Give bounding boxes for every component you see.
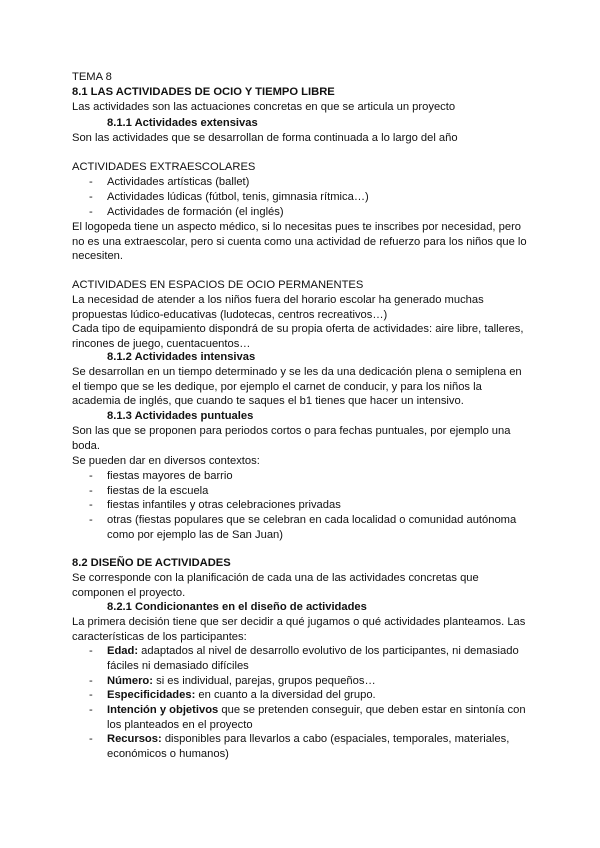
list-item: fiestas mayores de barrio [107,470,233,482]
subsection-heading-8-1-3: 8.1.3 Actividades puntuales [107,410,254,422]
section-heading-8-1: 8.1 LAS ACTIVIDADES DE OCIO Y TIEMPO LIBRE [72,86,335,98]
paragraph: La necesidad de atender a los niños fuera del horario escolar ha generado muchas propuestas lúdico-educativas (ludotecas, centros recreativos…) [72,294,484,321]
list-item [107,688,527,703]
list-bullet: - [89,206,93,218]
list-item [107,644,527,673]
list-item: Actividades de formación (el inglés) [107,206,284,218]
list-bullet: - [89,645,93,657]
item-text: en cuanto a la diversidad del grupo. [195,689,376,701]
paragraph: Son las actividades que se desarrollan de forma continuada a lo largo del año [72,132,458,144]
list-bullet: - [89,733,93,745]
paragraph: Cada tipo de equipamiento dispondrá de su propia oferta de actividades: aire libre, talleres, rincones de juego, cuentacuentos… [72,323,524,350]
block-title-extraescolares: ACTIVIDADES EXTRAESCOLARES [72,161,256,173]
paragraph: Son las que se proponen para periodos cortos o para fechas puntuales, por ejemplo una boda. [72,425,511,452]
list-item [107,732,527,761]
list-item: Actividades artísticas (ballet) [107,176,250,188]
item-label: Especificidades: [107,689,196,701]
list-bullet: - [89,675,93,687]
paragraph: Se corresponde con la planificación de cada una de las actividades concretas que componen el proyecto. [72,572,479,599]
list-bullet: - [89,499,93,511]
item-text: disponibles para llevarlos a cabo (espaciales, temporales, materiales, económicos o humanos) [107,733,510,760]
item-label: Recursos: [107,733,162,745]
list-item: fiestas de la escuela [107,485,209,497]
item-label: Intención y objetivos [107,704,219,716]
item-label: Edad: [107,645,139,657]
subsection-heading-8-2-1: 8.2.1 Condicionantes en el diseño de actividades [107,601,367,613]
list-item [107,703,527,732]
topic-label: TEMA 8 [72,71,112,83]
subsection-heading-8-1-1: 8.1.1 Actividades extensivas [107,117,258,129]
list-bullet: - [89,176,93,188]
item-label: Número: [107,675,153,687]
list-item: fiestas infantiles y otras celebraciones privadas [107,499,341,511]
list-item: otras (fiestas populares que se celebran en cada localidad o comunidad autónoma como por ejemplo las de San Juan) [107,514,517,541]
item-text: si es individual, parejas, grupos pequeños… [153,675,376,687]
item-text: que se pretenden conseguir, que deben estar en sintonía con los planteados en el proyecto [107,704,526,731]
list-bullet: - [89,485,93,497]
section-heading-8-2: 8.2 DISEÑO DE ACTIVIDADES [72,557,231,569]
paragraph: La primera decisión tiene que ser decidir a qué jugamos o qué actividades planteamos. Las características de los participantes: [72,616,526,643]
list-item: Actividades lúdicas (fútbol, tenis, gimnasia rítmica…) [107,191,369,203]
list-bullet: - [89,514,93,526]
list-bullet: - [89,689,93,701]
item-text: adaptados al nivel de desarrollo evolutivo de los participantes, ni demasiado fáciles ni demasiado difíciles [107,645,519,672]
paragraph: Las actividades son las actuaciones concretas en que se articula un proyecto [72,101,456,113]
paragraph: Se pueden dar en diversos contextos: [72,455,260,467]
paragraph: El logopeda tiene un aspecto médico, si lo necesitas pues te inscribes por necesidad, pero no es una extraescolar, pero si cuenta como una actividad de refuerzo para los niños que lo necesiten. [72,221,527,263]
list-bullet: - [89,470,93,482]
list-bullet: - [89,191,93,203]
paragraph: Se desarrollan en un tiempo determinado y se les da una dedicación plena o semiplena en el tiempo que se les dedique, por ejemplo el carnet de conducir, y para los niños la academia de inglés, que cuando te saques el b1 tienes que hacer un intensivo. [72,366,522,408]
block-title-ocio-permanente: ACTIVIDADES EN ESPACIOS DE OCIO PERMANENTES [72,279,364,291]
list-bullet: - [89,704,93,716]
list-item [107,674,527,689]
subsection-heading-8-1-2: 8.1.2 Actividades intensivas [107,351,256,363]
